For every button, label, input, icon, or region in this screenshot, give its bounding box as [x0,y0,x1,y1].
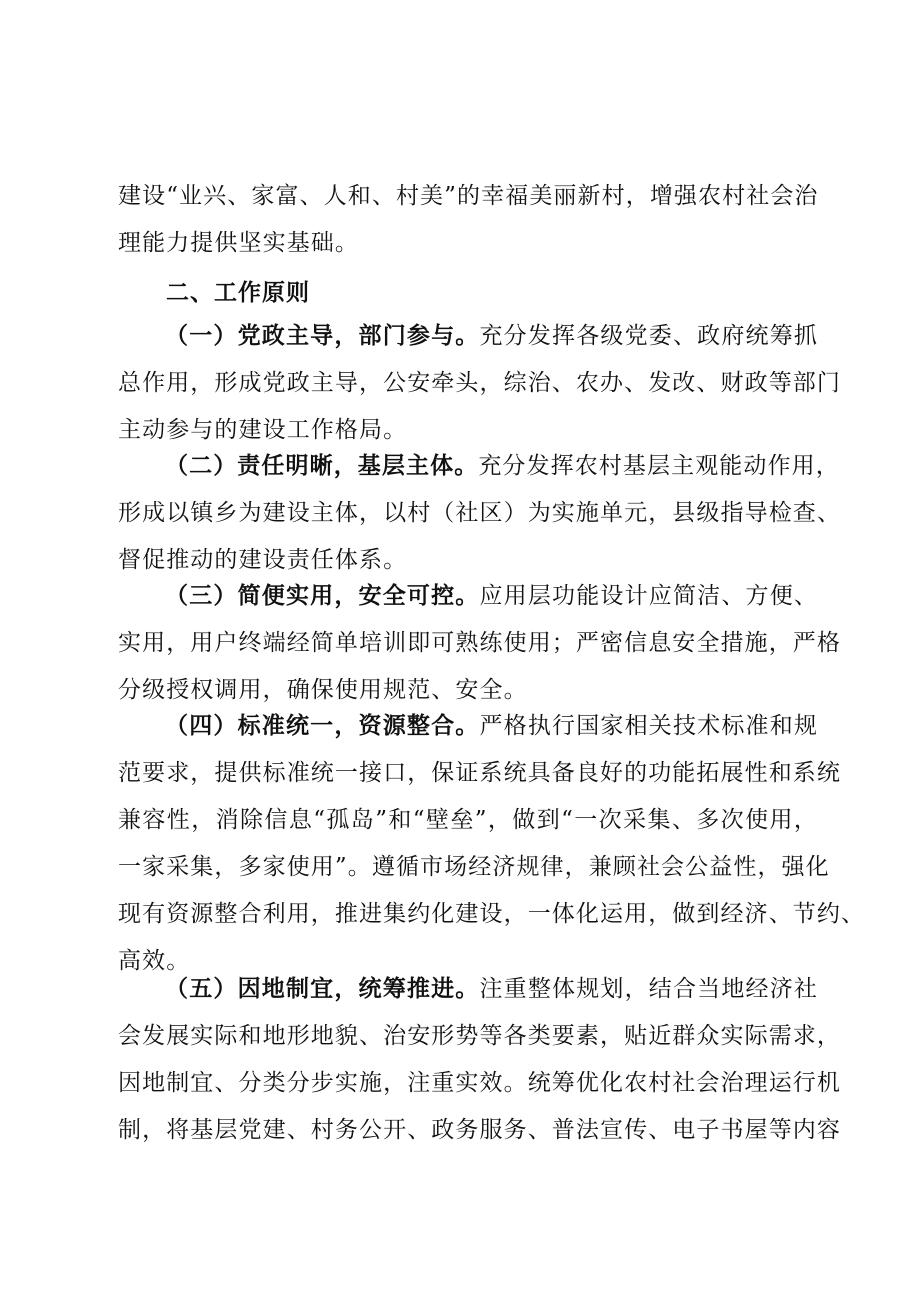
principle-3-line-2: 实用，用户终端经简单培训即可熟练使用；严密信息安全措施，严格 [118,630,841,656]
principle-paragraph-4 [118,703,866,985]
principle-5-first-line-text: 注重整体规划，结合当地经济社 [479,976,818,1002]
principle-5-line-3: 因地制宜、分类分步实施，注重实效。统筹优化农村社会治理运行机 [118,1070,841,1096]
principle-5-line-4: 制，将基层党建、村务公开、政务服务、普法宣传、电子书屋等内容 [118,1117,841,1143]
principle-1-line-2: 总作用，形成党政主导，公安牵头，综治、农办、发改、财政等部门 [118,370,841,396]
principle-4-lead: （四）标准统一，资源整合。 [165,713,480,739]
principle-paragraph-2 [118,443,841,584]
intro-line-1: 建设“业兴、家富、人和、村美”的幸福美丽新村，增强农村社会治 [118,183,819,209]
principle-5-first-line [118,966,818,1013]
principle-1-lead: （一）党政主导，部门参与。 [165,323,480,349]
principle-4-line-2: 范要求，提供标准统一接口，保证系统具备良好的功能拓展性和系统 [118,760,841,786]
principle-2-line-3: 督促推动的建设责任体系。 [118,547,408,573]
principle-paragraph-3 [118,573,841,714]
principle-5-lead: （五）因地制宜，统筹推进。 [165,976,480,1002]
principle-paragraph-1 [118,313,841,454]
principle-4-line-3: 兼容性，消除信息“孤岛”和“壁垒”，做到“一次采集、多次使用， [118,807,818,833]
intro-paragraph [118,173,818,267]
principle-1-first-line-text: 充分发挥各级党委、政府统筹抓 [479,323,818,349]
principle-3-first-line [118,573,818,620]
principle-3-line-3: 分级授权调用，确保使用规范、安全。 [118,677,528,703]
principle-1-first-line [118,313,818,360]
principle-3-first-line-text: 应用层功能设计应简洁、方便、 [479,583,818,609]
principle-paragraph-5 [118,966,841,1154]
principle-2-first-line [118,443,840,490]
intro-line-2: 理能力提供坚实基础。 [118,230,359,256]
principle-4-line-5: 现有资源整合利用，推进集约化建设，一体化运用，做到经济、节约、 [118,901,866,927]
section-heading: 二、工作原则 [166,280,310,306]
principle-5-line-2: 会发展实际和地形地貌、治安形势等各类要素，贴近群众实际需求， [118,1023,841,1049]
principle-2-first-line-text: 充分发挥农村基层主观能动作用， [478,453,840,479]
principle-1-line-3: 主动参与的建设工作格局。 [118,417,408,443]
principle-4-line-6: 高效。 [118,948,191,974]
principle-3-lead: （三）简便实用，安全可控。 [165,583,480,609]
principle-4-first-line [118,703,818,750]
principle-4-line-4: 一家采集，多家使用”。遵循市场经济规律，兼顾社会公益性，强化 [118,854,830,880]
principle-4-first-line-text: 严格执行国家相关技术标准和规 [479,713,818,739]
principle-2-lead: （二）责任明晰，基层主体。 [165,453,479,479]
principle-2-line-2: 形成以镇乡为建设主体，以村（社区）为实施单元，县级指导检查、 [118,500,841,526]
